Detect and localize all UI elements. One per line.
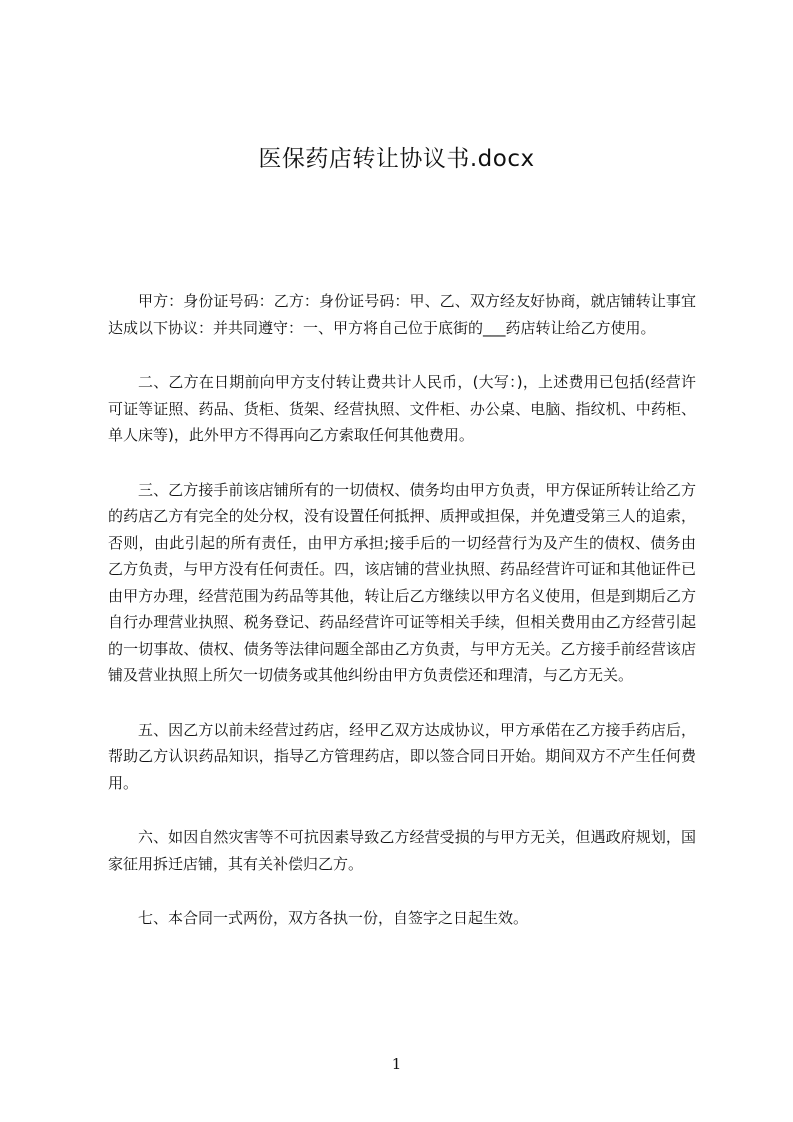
paragraph-clause-3-4: 三、乙方接手前该店铺所有的一切债权、债务均由甲方负责，甲方保证所转让给乙方的药店乙方有完全的处分权，没有设置任何抵押、质押或担保，并免遭受第三人的追索，否则，由此引起的所有责任，由甲方承担;接手后的一切经营行为及产生的债权、债务由乙方负责，与甲方没有任何责任。四，该店铺的营业执照、药品经营许可证和其他证件已由甲方办理，经营范围为药品等其他，转让后乙方继续以甲方名义使用，但是到期后乙方自行办理营业执照、税务登记、药品经营许可证等相关手续，但相关费用由乙方经营引起的一切事故、债权、债务等法律问题全部由乙方负责，与甲方无关。乙方接手前经营该店铺及营业执照上所欠一切债务或其他纠纷由甲方负责偿还和理清，与乙方无关。: [108, 480, 696, 684]
paragraph-parties-and-clause-1: 甲方：身份证号码：乙方：身份证号码：甲、乙、双方经友好协商，就店铺转让事宜达成以下协议：并共同遵守：一、甲方将自己位于底街的___药店转让给乙方使用。: [108, 292, 696, 337]
paragraph-clause-2: 二、乙方在日期前向甲方支付转让费共计人民币，(大写：)，上述费用已包括(经营许可证等证照、药品、货柜、货架、经营执照、文件柜、办公桌、电脑、指纹机、中药柜、单人床等)，此外甲方不得再向乙方索取任何其他费用。: [108, 373, 696, 444]
paragraph-clause-7: 七、本合同一式两份，双方各执一份，自签字之日起生效。: [138, 909, 529, 927]
document-title: 医保药店转让协议书.docx: [258, 146, 535, 172]
document-body: [108, 288, 696, 932]
paragraph-clause-6: 六、如因自然灾害等不可抗因素导致乙方经营受损的与甲方无关，但遇政府规划，国家征用拆迁店铺，其有关补偿归乙方。: [108, 828, 696, 873]
paragraph-clause-5: 五、因乙方以前未经营过药店，经甲乙双方达成协议，甲方承偌在乙方接手药店后，帮助乙方认识药品知识，指导乙方管理药店，即以签合同日开始。期间双方不产生任何费用。: [108, 720, 696, 792]
page-number: 1: [391, 1055, 402, 1073]
